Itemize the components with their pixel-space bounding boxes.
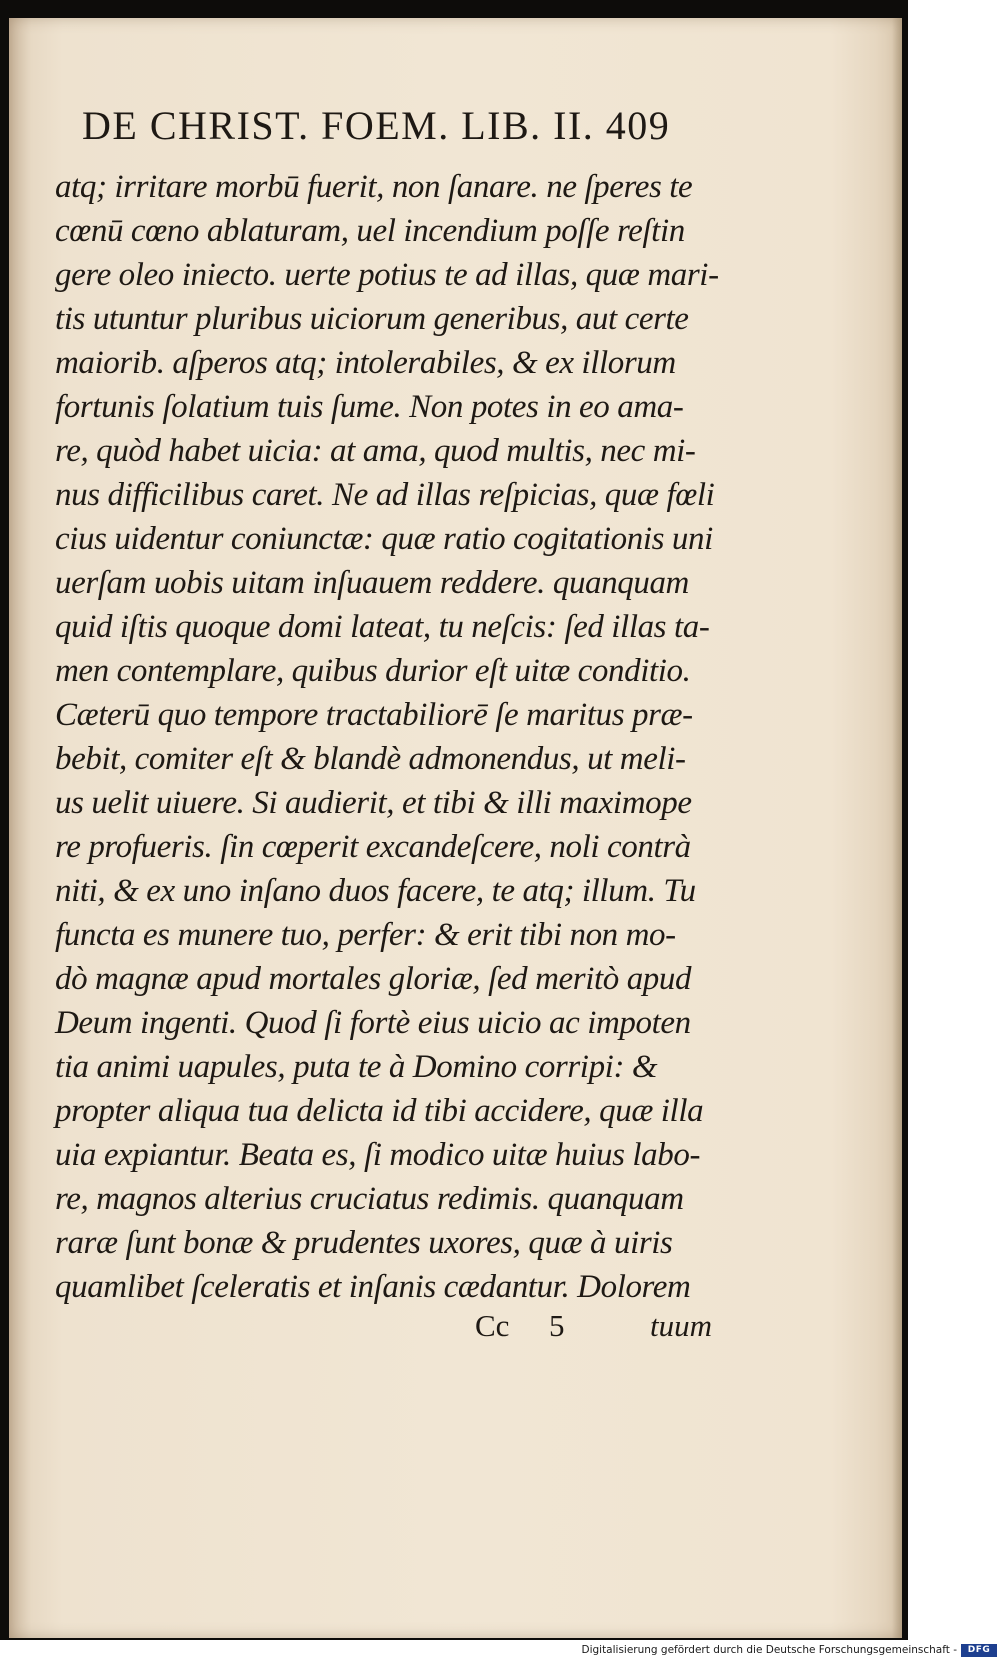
text-line: niti, & ex uno inſano duos facere, te atq; illum. Tu bbox=[55, 873, 696, 909]
running-head: DE CHRIST. FOEM. LIB. II. 409 bbox=[82, 103, 671, 148]
text-line: raræ ſunt bonæ & prudentes uxores, quæ à uiris bbox=[55, 1225, 673, 1261]
text-line: uerſam uobis uitam inſuauem reddere. quanquam bbox=[55, 565, 689, 601]
text-line: nus difficilibus caret. Ne ad illas reſpicias, quæ fœli bbox=[55, 477, 715, 513]
text-line: tia animi uapules, puta te à Domino corripi: & bbox=[55, 1049, 658, 1085]
text-line: tis utuntur pluribus uiciorum generibus, aut certe bbox=[55, 301, 689, 337]
text-line: us uelit uiuere. Si audierit, et tibi & illi maximope bbox=[55, 785, 692, 821]
text-line: gere oleo iniecto. uerte potius te ad illas, quæ mari- bbox=[55, 257, 719, 293]
signature-mark: Cc bbox=[475, 1308, 510, 1343]
page-edge bbox=[892, 18, 902, 1638]
text-block bbox=[55, 165, 755, 1309]
text-line: Cæterū quo tempore tractabiliorē ſe maritus præ- bbox=[55, 697, 693, 733]
text-line: uia expiantur. Beata es, ſi modico uitæ huius labo- bbox=[55, 1137, 701, 1173]
text-line: quid iſtis quoque domi lateat, tu neſcis: ſed illas ta- bbox=[55, 609, 710, 645]
catchword: tuum bbox=[650, 1308, 712, 1343]
text-line: fortunis ſolatium tuis ſume. Non potes in eo ama- bbox=[55, 389, 684, 425]
text-line: Deum ingenti. Quod ſi fortè eius uicio ac impoten bbox=[55, 1005, 691, 1041]
text-line: re, quòd habet uicia: at ama, quod multis, nec mi- bbox=[55, 433, 696, 469]
text-line: maiorib. aſperos atq; intolerabiles, & ex illorum bbox=[55, 345, 676, 381]
text-line: bebit, comiter eſt & blandè admonendus, ut meli- bbox=[55, 741, 686, 777]
text-line: dò magnæ apud mortales gloriæ, ſed meritò apud bbox=[55, 961, 692, 997]
text-line: atq; irritare morbū fuerit, non ſanare. ne ſperes te bbox=[55, 169, 693, 205]
dfg-logo: DFG bbox=[961, 1644, 997, 1657]
signature-number: 5 bbox=[549, 1308, 565, 1343]
text-line: re, magnos alterius cruciatus redimis. quanquam bbox=[55, 1181, 684, 1217]
text-line: re profueris. ſin cœperit excandeſcere, noli contrà bbox=[55, 829, 691, 865]
text-line: functa es munere tuo, perfer: & erit tibi non mo- bbox=[55, 917, 676, 953]
text-line: propter aliqua tua delicta id tibi accidere, quæ illa bbox=[55, 1093, 704, 1129]
book-page bbox=[9, 18, 902, 1638]
text-line: cius uidentur coniunctæ: quæ ratio cogitationis uni bbox=[55, 521, 713, 557]
text-line: cœnū cœno ablaturam, uel incendium poſſe reſtin bbox=[55, 213, 685, 249]
text-line: quamlibet ſceleratis et inſanis cædantur. Dolorem bbox=[55, 1269, 691, 1305]
digitization-credit: Digitalisierung gefördert durch die Deutsche Forschungsgemeinschaft - bbox=[581, 1644, 957, 1656]
text-line: men contemplare, quibus durior eſt uitæ conditio. bbox=[55, 653, 691, 689]
